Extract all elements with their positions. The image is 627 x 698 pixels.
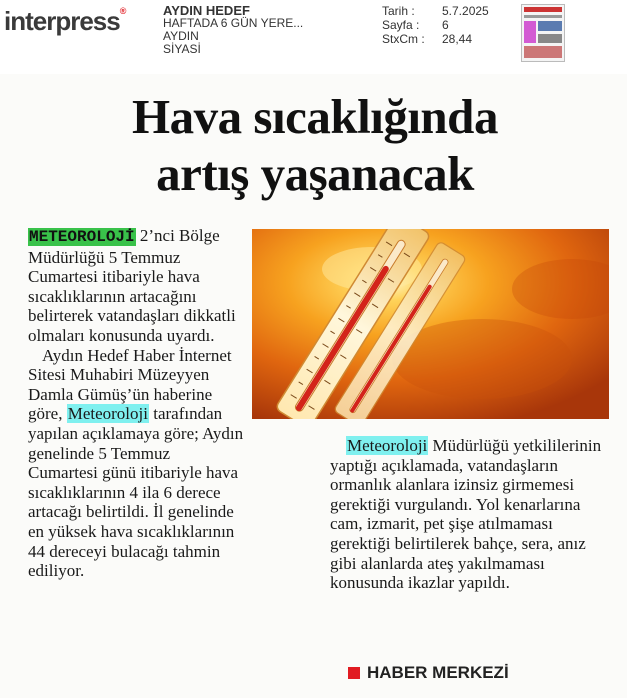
page-thumbnail[interactable] — [521, 4, 565, 62]
interpress-logo: interpress® — [4, 6, 126, 36]
thermometer-heat-icon — [252, 229, 609, 419]
article-column-right — [330, 436, 612, 593]
publication-city: AYDIN — [163, 29, 199, 43]
publication-name: AYDIN HEDEF — [163, 3, 250, 18]
publication-frequency: HAFTADA 6 GÜN YERE... — [163, 16, 304, 30]
paragraph-3: Meteoroloji Müdürlüğü yetkililerinin yaptığı açıklamada, vatandaşların ormanlık alanlara izinsiz girmemesi gerektiği vurgulandı. Yol kenarlarına cam, izmarit, pet şişe atılmaması gerektiği belirtilerek bahçe, sera, anız gibi alanlarda ateş yakılmaması konusunda ikazlar yapıldı. — [330, 436, 602, 593]
keyword-highlight: Meteoroloji — [67, 404, 148, 424]
keyword-highlight: Meteoroloji — [347, 436, 428, 455]
clipping-meta — [382, 4, 489, 46]
publication-section: SİYASİ — [163, 42, 201, 56]
publication-info — [163, 4, 303, 56]
keyword-highlight: METEOROLOJİ — [29, 228, 135, 246]
article-byline: HABER MERKEZİ — [348, 663, 509, 683]
article-column-left — [28, 226, 244, 581]
article-headline: Hava sıcaklığında artış yaşanacak — [132, 89, 498, 201]
paragraph-1: METEOROLOJİ 2’nci Bölge Müdürlüğü 5 Temmuz Cumartesi itibariyle hava sıcaklıklarının artacağını belirterek vatandaşları dikkatli olmaları konusunda uyardı. — [28, 226, 236, 345]
paragraph-2: Aydın Hedef Haber İnternet Sitesi Muhabiri Müzeyyen Damla Gümüş’ün haberine göre, Meteoroloji tarafından yapılan açıklamaya göre; Aydın genelinde 5 Temmuz Cumartesi günü itibariyle hava sıcaklıklarının 4 ila 6 derece artacağı belirtildi. İl genelinde en yüksek hava sıcaklıklarının 44 dereceyi bulacağı tahmin ediliyor. — [28, 345, 244, 581]
heat-thermometer-photo — [252, 229, 609, 419]
meta-stxcm: StxCm : 28,44 — [382, 32, 473, 46]
meta-page: Sayfa : 6 — [382, 18, 449, 32]
clipping-header — [0, 0, 627, 72]
meta-date: Tarih : 5.7.2025 — [382, 4, 489, 18]
red-square-icon — [348, 667, 360, 679]
